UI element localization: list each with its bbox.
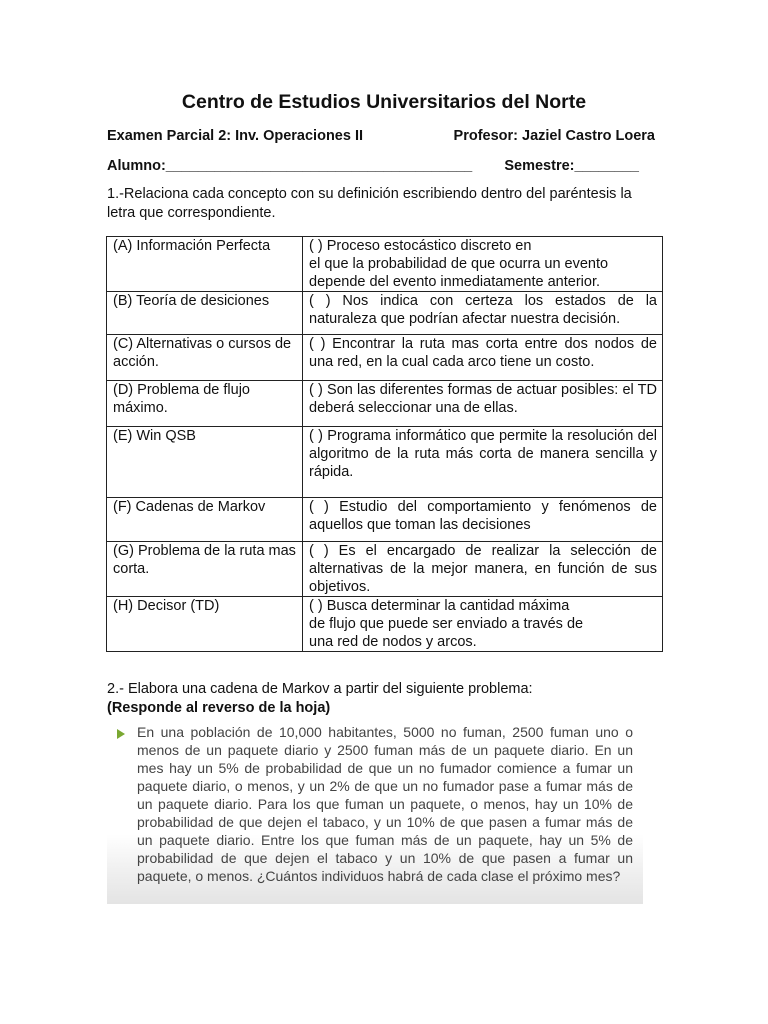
question-1-text: 1.-Relaciona cada concepto con su definición escribiendo dentro del paréntesis la letra que correspondiente.: [107, 186, 632, 221]
concept-cell: (D) Problema de flujo máximo.: [107, 381, 303, 427]
problem-text: En una población de 10,000 habitantes, 5000 no fuman, 2500 fuman uno o menos de un paquete diario y 2500 fuman más de un paquete diario. En un mes hay un 5% de probabilidad de que un no fumador comience a fumar un paquete diario, o menos, y un 2% de que un no fumador pase a fumar más de un paquete diario. Para los que fuman un paquete, o menos, hay un 10% de probabilidad de que dejen el tabaco, y un 10% de que pasen a fumar más de un paquete diario. Entre los que fuman más de un paquete, hay un 5% de probabilidad de que dejen el tabaco y un 10% de que pasen a fumar un paquete, o menos. ¿Cuántos individuos habrá de cada clase el próximo mes?: [137, 724, 633, 884]
table-row: [107, 427, 663, 498]
table-row: [107, 542, 663, 597]
table-row: [107, 335, 663, 381]
concept-cell: (B) Teoría de desiciones: [107, 292, 303, 335]
definition-cell: ( ) Programa informático que permite la resolución del algoritmo de la ruta más corta de manera sencilla y rápida.: [303, 427, 663, 498]
table-row: [107, 292, 663, 335]
definition-cell: ( ) Proceso estocástico discreto en el que la probabilidad de que ocurra un evento depende del evento inmediatamente anterior.: [303, 237, 663, 292]
concept-cell: (C) Alternativas o cursos de acción.: [107, 335, 303, 381]
concept-cell: (H) Decisor (TD): [107, 597, 303, 652]
bullet-arrow-icon: [117, 729, 125, 739]
question-2: [107, 680, 663, 718]
concept-cell: (F) Cadenas de Markov: [107, 498, 303, 542]
matching-table: [106, 236, 663, 652]
table-row: [107, 237, 663, 292]
concept-cell: (A) Información Perfecta: [107, 237, 303, 292]
professor-name: Profesor: Jaziel Castro Loera: [453, 128, 655, 144]
exam-name: Examen Parcial 2: Inv. Operaciones II: [107, 128, 364, 144]
table-row: [107, 597, 663, 652]
concept-cell: (G) Problema de la ruta mas corta.: [107, 542, 303, 597]
exam-info-line: [107, 128, 655, 144]
definition-cell: ( ) Encontrar la ruta mas corta entre dos nodos de una red, en la cual cada arco tiene un costo.: [303, 335, 663, 381]
student-info-line: [107, 158, 655, 174]
semester-field: Semestre:________: [504, 158, 639, 174]
table-row: [107, 498, 663, 542]
student-field: Alumno:______________________________________: [107, 158, 473, 174]
definition-cell: ( ) Estudio del comportamiento y fenómenos de aquellos que toman las decisiones: [303, 498, 663, 542]
question-2-text: 2.- Elabora una cadena de Markov a partir del siguiente problema:: [107, 681, 533, 697]
definition-cell: ( ) Es el encargado de realizar la selección de alternativas de la mejor manera, en función de sus objetivos.: [303, 542, 663, 597]
definition-cell: ( ) Busca determinar la cantidad máxima de flujo que puede ser enviado a través de una red de nodos y arcos.: [303, 597, 663, 652]
document-title: Centro de Estudios Universitarios del Norte: [181, 91, 587, 113]
concept-cell: (E) Win QSB: [107, 427, 303, 498]
definition-cell: ( ) Son las diferentes formas de actuar posibles: el TD deberá seleccionar una de ellas.: [303, 381, 663, 427]
definition-cell: ( ) Nos indica con certeza los estados de la naturaleza que podrían afectar nuestra decisión.: [303, 292, 663, 335]
table-row: [107, 381, 663, 427]
question-2-note: (Responde al reverso de la hoja): [107, 700, 331, 716]
problem-image: [107, 721, 643, 904]
